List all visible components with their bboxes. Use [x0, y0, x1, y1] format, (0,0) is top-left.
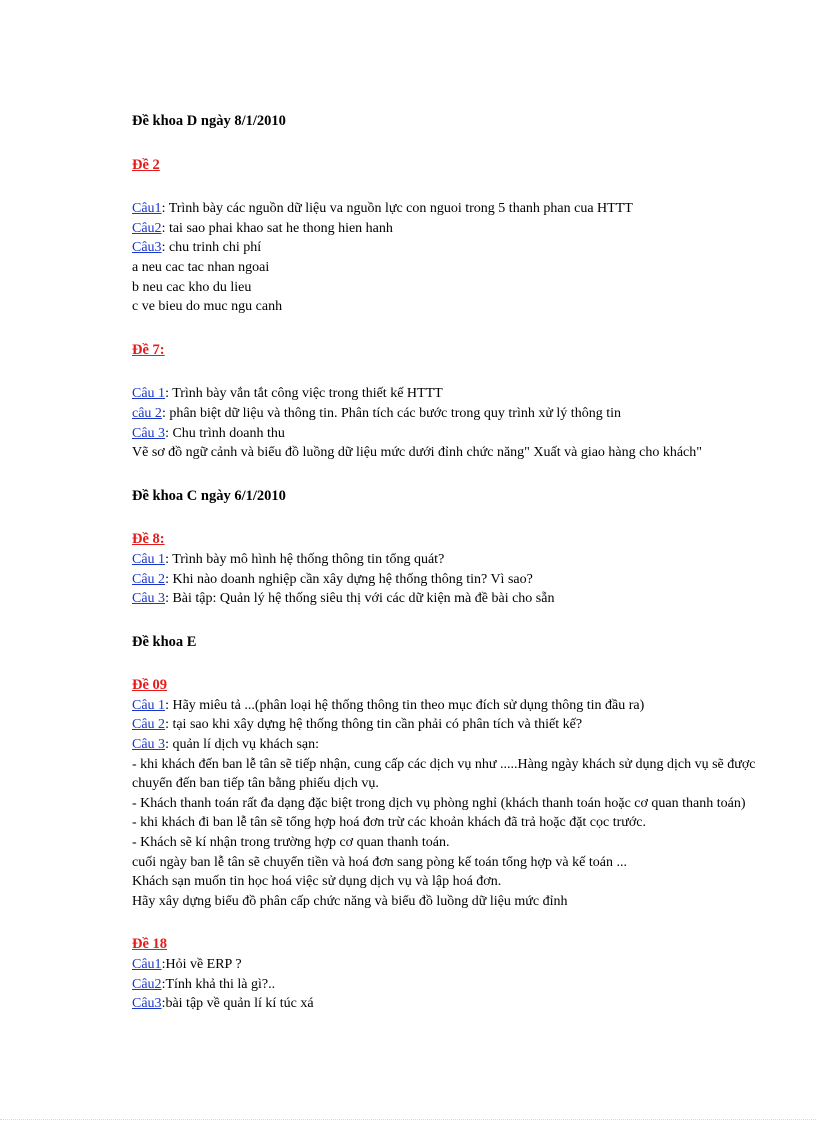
de8-question-2 [132, 570, 762, 590]
de2-q2-text: : tai sao phai khao sat he thong hien hanh [161, 220, 393, 236]
de09-line-7: Hãy xây dựng biểu đồ phân cấp chức năng và biểu đồ luồng dữ liệu mức đỉnh [132, 893, 568, 909]
de2-sub-a: a neu cac tac nhan ngoai [132, 259, 270, 275]
de7-q3-link[interactable]: Câu 3 [132, 425, 166, 441]
de2-question-1 [132, 199, 762, 219]
de2-question-3 [132, 238, 762, 258]
de8-q3-link[interactable]: Câu 3 [132, 591, 166, 607]
de2-q2-link[interactable]: Câu2 [132, 220, 162, 236]
heading-khoa-d: Đề khoa D ngày 8/1/2010 [132, 113, 286, 129]
de2-q3-text: : chu trinh chi phí [161, 240, 262, 256]
de7-q3-text: : Chu trình doanh thu [165, 425, 285, 441]
de2-question-2 [132, 219, 762, 239]
heading-khoa-e: Đề khoa E [132, 633, 197, 650]
de2-title: Đề 2 [132, 156, 160, 173]
de18-question-2 [132, 975, 762, 995]
de18-q3-link[interactable]: Câu3 [132, 996, 162, 1012]
de8-question-1 [132, 550, 762, 570]
de18-title: Đề 18 [132, 936, 168, 953]
de2-sub-b: b neu cac kho du lieu [132, 279, 252, 295]
de09-line-3: - khi khách đi ban lễ tân sẽ tổng hợp hoá đơn trừ các khoản khách đã trả hoặc đặt cọc trước. [132, 815, 646, 831]
de09-q3-link[interactable]: Câu 3 [132, 737, 166, 753]
de09-line-5: cuối ngày ban lễ tân sẽ chuyển tiền và hoá đơn sang pòng kế toán tổng hợp và kế toán ... [132, 854, 627, 870]
de8-q1-text: : Trình bày mô hình hệ thống thông tin tổng quát? [165, 551, 445, 567]
de8-title: Đề 8: [132, 531, 165, 548]
de09-q3-text: : quản lí dịch vụ khách sạn: [165, 737, 320, 753]
de8-q2-text: : Khi nào doanh nghiệp cần xây dựng hệ thống thông tin? Vì sao? [165, 571, 533, 587]
de09-q1-link[interactable]: Câu 1 [132, 697, 166, 713]
document-page [132, 112, 762, 1014]
de7-question-3 [132, 424, 762, 444]
de09-q2-link[interactable]: Câu 2 [132, 717, 166, 733]
de7-title: Đề 7: [132, 341, 165, 358]
de8-q3-text: : Bài tập: Quản lý hệ thống siêu thị với các dữ kiện mà đề bài cho sẵn [165, 591, 555, 607]
de18-q3-text: :bài tập về quản lí kí túc xá [161, 996, 314, 1012]
de18-q2-link[interactable]: Câu2 [132, 976, 162, 992]
de7-q1-text: : Trình bày vắn tắt công việc trong thiết kế HTTT [165, 386, 443, 402]
de8-question-3 [132, 589, 762, 609]
de7-question-2 [132, 404, 762, 424]
de09-title: Đề 09 [132, 677, 168, 694]
de7-q2-text: : phân biệt dữ liệu và thông tin. Phân tích các bước trong quy trình xử lý thông tin [161, 405, 621, 421]
de7-q2-link[interactable]: câu 2 [132, 405, 162, 421]
de2-q1-link[interactable]: Câu1 [132, 201, 162, 217]
de8-q2-link[interactable]: Câu 2 [132, 571, 166, 587]
de2-sub-c: c ve bieu do muc ngu canh [132, 299, 283, 315]
de09-line-4: - Khách sẽ kí nhận trong trường hợp cơ quan thanh toán. [132, 835, 450, 851]
de09-question-2 [132, 715, 762, 735]
de09-question-3 [132, 735, 762, 755]
de18-q1-text: :Hỏi về ERP ? [161, 957, 242, 972]
de09-line-6: Khách sạn muốn tin học hoá việc sử dụng dịch vụ và lập hoá đơn. [132, 874, 502, 890]
de18-q1-link[interactable]: Câu1 [132, 957, 162, 972]
de18-q2-text: :Tính khả thi là gì?.. [161, 976, 276, 992]
de7-q1-link[interactable]: Câu 1 [132, 386, 166, 402]
de09-question-1 [132, 696, 762, 716]
de18-question-1 [132, 955, 762, 975]
page-bottom-divider [0, 1119, 816, 1120]
de7-extra: Vẽ sơ đồ ngữ cảnh và biểu đồ luồng dữ liệu mức dưới đỉnh chức năng" Xuất và giao hàng cho khách" [132, 445, 702, 461]
heading-khoa-c: Đề khoa C ngày 6/1/2010 [132, 487, 286, 504]
de7-question-1 [132, 384, 762, 404]
de2-q3-link[interactable]: Câu3 [132, 240, 162, 256]
de09-line-1: - khi khách đến ban lễ tân sẽ tiếp nhận, cung cấp các dịch vụ như .....Hàng ngày khách sử dụng dịch vụ sẽ được chuyển đến ban tiếp tân bằng phiếu dịch vụ. [132, 756, 756, 792]
de18-question-3 [132, 994, 762, 1014]
de8-q1-link[interactable]: Câu 1 [132, 551, 166, 567]
de09-q1-text: : Hãy miêu tả ...(phân loại hệ thống thông tin theo mục đích sử dụng thông tin đầu ra) [165, 697, 645, 713]
de2-q1-text: : Trình bày các nguồn dữ liệu va nguồn lực con nguoi trong 5 thanh phan cua HTTT [161, 201, 633, 217]
de09-line-2: - Khách thanh toán rất đa dạng đặc biệt trong dịch vụ phòng nghỉ (khách thanh toán hoặc cơ quan thanh toán) [132, 795, 746, 811]
de09-q2-text: : tại sao khi xây dựng hệ thống thông tin cần phải có phân tích và thiết kế? [165, 717, 583, 733]
